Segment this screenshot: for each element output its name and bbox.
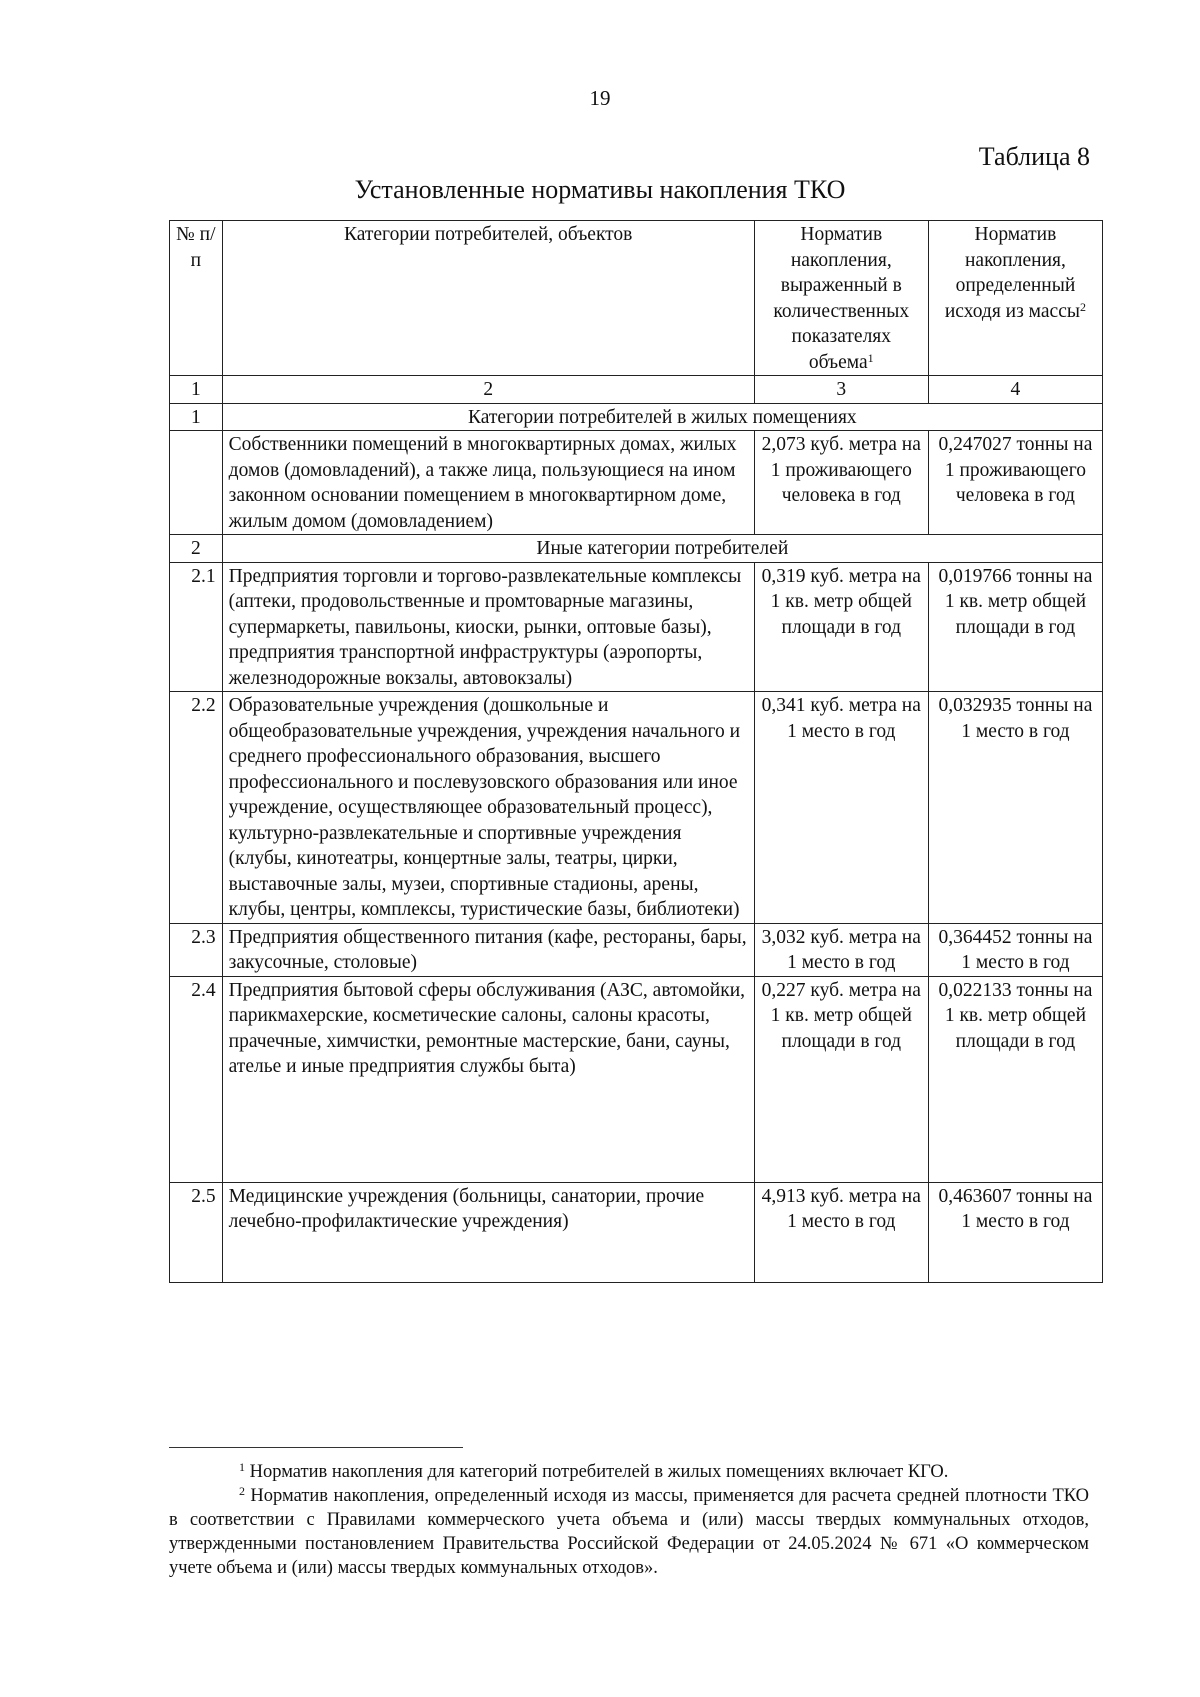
section-row <box>170 403 1103 431</box>
row-num: 2.2 <box>170 692 223 924</box>
footnote-marker: 1 <box>239 1460 245 1474</box>
row-volume: 2,073 куб. метра на 1 проживающего человека в год <box>754 431 928 535</box>
column-number: 3 <box>754 376 928 404</box>
section-title: Иные категории потребителей <box>222 535 1102 563</box>
section-num: 2 <box>170 535 223 563</box>
table-row <box>170 562 1103 692</box>
header-mass <box>928 221 1102 376</box>
row-mass: 0,019766 тонны на 1 кв. метр общей площади в год <box>928 562 1102 692</box>
footnote <box>169 1460 1089 1484</box>
table-title: Установленные нормативы накопления ТКО <box>354 175 846 204</box>
header-volume-text: Норматив накопления, выраженный в количественных показателях объема <box>773 224 910 373</box>
table-row <box>170 692 1103 924</box>
header-volume-footnote-mark: 1 <box>867 350 874 365</box>
footnote-divider <box>169 1447 463 1448</box>
header-mass-text: Норматив накопления, определенный исходя из массы <box>944 224 1080 322</box>
section-row <box>170 535 1103 563</box>
header-row <box>170 221 1103 376</box>
row-volume: 0,227 куб. метра на 1 кв. метр общей площади в год <box>754 976 928 1182</box>
row-mass: 0,247027 тонны на 1 проживающего человека в год <box>928 431 1102 535</box>
row-num: 2.3 <box>170 923 223 976</box>
footnote-text: Норматив накопления, определенный исходя из массы, применяется для расчета средней плотности ТКО в соответствии с Правилами коммерческого учета объема и (или) массы твердых коммунальных отходов, утвержденными постановлением Правительства Российской Федерации от 24.05.2024 № 671 «О коммерческом учете объема и (или) массы твердых коммунальных отходов». <box>169 1486 1089 1578</box>
row-volume: 0,319 куб. метра на 1 кв. метр общей площади в год <box>754 562 928 692</box>
row-mass: 0,032935 тонны на 1 место в год <box>928 692 1102 924</box>
table-row <box>170 976 1103 1182</box>
column-number: 4 <box>928 376 1102 404</box>
row-volume: 4,913 куб. метра на 1 место в год <box>754 1182 928 1282</box>
table-row <box>170 1182 1103 1282</box>
norms-table <box>169 220 1103 1283</box>
section-num: 1 <box>170 403 223 431</box>
section-title: Категории потребителей в жилых помещениях <box>222 403 1102 431</box>
row-category: Медицинские учреждения (больницы, санатории, прочие лечебно-профилактические учреждения) <box>222 1182 754 1282</box>
row-category: Предприятия торговли и торгово-развлекательные комплексы (аптеки, продовольственные и промтоварные магазины, супермаркеты, павильоны, киоски, рынки, оптовые базы), предприятия транспортной инфраструктуры (аэропорты, железнодорожные вокзалы, автовокзалы) <box>222 562 754 692</box>
column-number-row <box>170 376 1103 404</box>
footnotes <box>169 1460 1089 1580</box>
footnote-marker: 2 <box>239 1484 245 1498</box>
row-category: Собственники помещений в многоквартирных домах, жилых домов (домовладений), а также лица, пользующиеся на ином законном основании помещением в многоквартирном доме, жилым домом (домовладением) <box>222 431 754 535</box>
row-num: 2.1 <box>170 562 223 692</box>
row-mass: 0,364452 тонны на 1 место в год <box>928 923 1102 976</box>
footnote <box>169 1484 1089 1580</box>
row-mass: 0,022133 тонны на 1 кв. метр общей площади в год <box>928 976 1102 1182</box>
column-number: 1 <box>170 376 223 404</box>
header-num: № п/п <box>170 221 223 376</box>
row-volume: 3,032 куб. метра на 1 место в год <box>754 923 928 976</box>
header-category: Категории потребителей, объектов <box>222 221 754 376</box>
footnote-text: Норматив накопления для категорий потребителей в жилых помещениях включает КГО. <box>249 1462 949 1482</box>
column-number: 2 <box>222 376 754 404</box>
row-num: 2.5 <box>170 1182 223 1282</box>
row-category: Предприятия общественного питания (кафе, рестораны, бары, закусочные, столовые) <box>222 923 754 976</box>
row-mass: 0,463607 тонны на 1 место в год <box>928 1182 1102 1282</box>
page-number: 19 <box>589 86 611 110</box>
table-label: Таблица 8 <box>978 142 1090 171</box>
header-mass-footnote-mark: 2 <box>1079 299 1086 314</box>
header-volume <box>754 221 928 376</box>
row-category: Образовательные учреждения (дошкольные и общеобразовательные учреждения, учреждения начального и среднего профессионального образования, высшего профессионального и послевузовского образования или иное учреждение, осуществляющее образовательный процесс), культурно-развлекательные и спортивные учреждения (клубы, кинотеатры, концертные залы, театры, цирки, выставочные залы, музеи, спортивные стадионы, арены, клубы, центры, комплексы, туристические базы, библиотеки) <box>222 692 754 924</box>
row-num <box>170 431 223 535</box>
table-row <box>170 431 1103 535</box>
row-category: Предприятия бытовой сферы обслуживания (АЗС, автомойки, парикмахерские, косметические салоны, салоны красоты, прачечные, химчистки, ремонтные мастерские, бани, сауны, ателье и иные предприятия службы быта) <box>222 976 754 1182</box>
row-volume: 0,341 куб. метра на 1 место в год <box>754 692 928 924</box>
table-row <box>170 923 1103 976</box>
row-num: 2.4 <box>170 976 223 1182</box>
